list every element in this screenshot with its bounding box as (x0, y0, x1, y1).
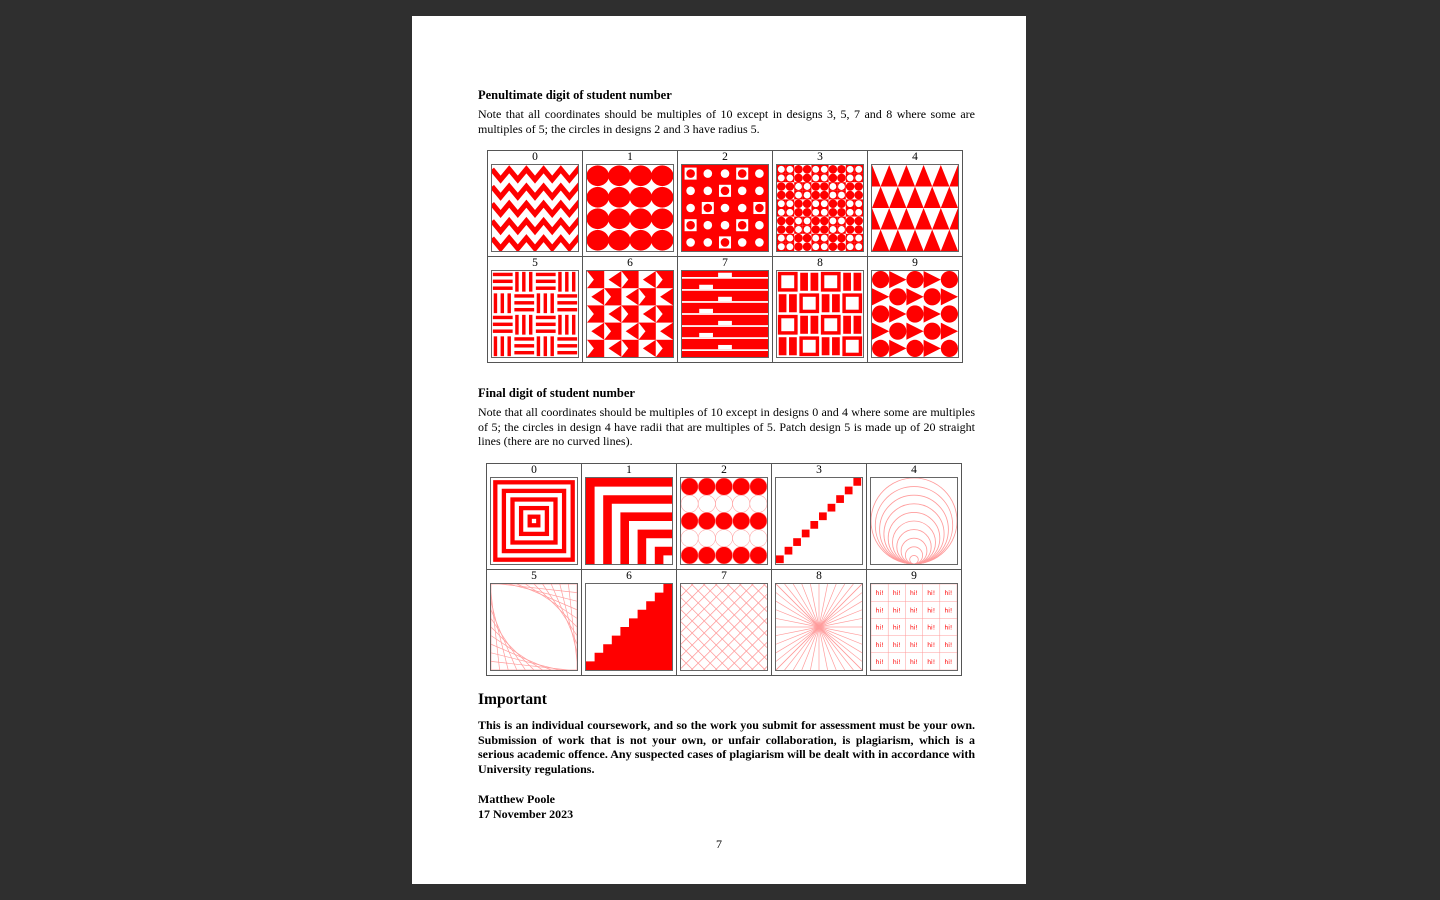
design-label: 8 (817, 257, 823, 269)
design-label: 1 (626, 464, 632, 476)
design-cell (773, 257, 868, 363)
svg-text:hi!: hi! (927, 624, 936, 632)
svg-text:hi!: hi! (910, 624, 918, 632)
important-text: This is an individual coursework, and so the work you submit for assessment must be your own. Submission of work that is not your own, or unfair collaboration, is plagiarism, which is a serious academic offence. Any suspected cases of plagiarism will be dealt with in accordance with University regulations. (478, 718, 975, 776)
design-label: 8 (816, 570, 822, 582)
svg-text:hi!: hi! (910, 641, 918, 649)
svg-text:hi!: hi! (875, 658, 884, 666)
design-label: 3 (817, 151, 823, 163)
section-note-penultimate: Note that all coordinates should be multiples of 10 except in designs 3, 5, 7 and 8 where some are multiples of 5; the circles in designs 2 and 3 have radius 5. (478, 107, 975, 136)
design-cell (868, 257, 963, 363)
nested-circles-icon (870, 477, 958, 565)
design-cell (678, 151, 773, 257)
document-page (412, 16, 1026, 884)
design-grid-final (486, 463, 962, 676)
section-heading-final: Final digit of student number (478, 386, 635, 400)
design-cell (867, 464, 962, 570)
design-cell (677, 570, 772, 676)
svg-text:hi!: hi! (944, 590, 953, 598)
design-label: 0 (532, 151, 538, 163)
svg-text:hi!: hi! (892, 658, 901, 666)
section-note-final: Note that all coordinates should be multiples of 10 except in designs 0 and 4 where some are multiples of 5; the circles in design 4 have radii that are multiples of 5. Patch design 5 is made up of 20 straight lines (there are no curved lines). (478, 405, 975, 449)
design-cell (772, 464, 867, 570)
diagonal-steps-icon (775, 477, 863, 565)
svg-text:hi!: hi! (927, 607, 936, 615)
document-date: 17 November 2023 (478, 807, 574, 821)
zigzag-icon (491, 164, 579, 252)
design-cell (773, 151, 868, 257)
design-cell (488, 257, 583, 363)
design-cell (678, 257, 773, 363)
svg-text:hi!: hi! (875, 607, 884, 615)
svg-text:hi!: hi! (910, 658, 918, 666)
design-label: 5 (532, 257, 538, 269)
design-label: 7 (722, 257, 728, 269)
design-label: 9 (911, 570, 917, 582)
checker-circles-icon (776, 164, 864, 252)
design-cell (583, 257, 678, 363)
design-label: 1 (627, 151, 633, 163)
design-cell (583, 151, 678, 257)
ellipses-icon (586, 164, 674, 252)
design-cell (582, 570, 677, 676)
svg-text:hi!: hi! (944, 607, 953, 615)
svg-text:hi!: hi! (892, 590, 901, 598)
design-cell (488, 151, 583, 257)
design-label: 3 (816, 464, 822, 476)
design-label: 6 (626, 570, 632, 582)
circles-triangles-icon (871, 270, 959, 358)
page-number: 7 (716, 837, 722, 851)
design-cell (487, 570, 582, 676)
corner-stripes-icon (585, 477, 673, 565)
design-grid-penultimate (487, 150, 963, 363)
svg-text:hi!: hi! (944, 658, 953, 666)
staircase-icon (585, 583, 673, 671)
svg-text:hi!: hi! (927, 658, 936, 666)
design-label: 2 (721, 464, 727, 476)
circles-squares-icon (681, 164, 769, 252)
svg-text:hi!: hi! (927, 641, 936, 649)
design-label: 2 (722, 151, 728, 163)
svg-text:hi!: hi! (892, 624, 901, 632)
hi-grid-icon (870, 583, 958, 671)
square-frames-icon (776, 270, 864, 358)
design-label: 6 (627, 257, 633, 269)
basketweave-icon (491, 270, 579, 358)
design-cell (677, 464, 772, 570)
design-cell (487, 464, 582, 570)
svg-text:hi!: hi! (944, 641, 953, 649)
design-label: 4 (912, 151, 918, 163)
svg-text:hi!: hi! (927, 590, 936, 598)
important-heading: Important (478, 691, 547, 708)
svg-text:hi!: hi! (875, 641, 884, 649)
circle-rows-icon (680, 477, 768, 565)
svg-text:hi!: hi! (892, 641, 901, 649)
bricks-icon (681, 270, 769, 358)
section-heading-penultimate: Penultimate digit of student number (478, 88, 672, 102)
svg-text:hi!: hi! (875, 624, 884, 632)
design-cell (582, 464, 677, 570)
design-cell (868, 151, 963, 257)
svg-text:hi!: hi! (910, 607, 918, 615)
svg-text:hi!: hi! (944, 624, 953, 632)
arrows-icon (586, 270, 674, 358)
design-cell (772, 570, 867, 676)
line-curves-icon (490, 583, 578, 671)
triangles-icon (871, 164, 959, 252)
concentric-squares-icon (490, 477, 578, 565)
author-name: Matthew Poole (478, 792, 555, 806)
design-label: 5 (531, 570, 537, 582)
lattice-icon (680, 583, 768, 671)
design-label: 0 (531, 464, 537, 476)
svg-text:hi!: hi! (910, 590, 918, 598)
design-label: 4 (911, 464, 917, 476)
design-label: 7 (721, 570, 727, 582)
svg-text:hi!: hi! (892, 607, 901, 615)
design-label: 9 (912, 257, 918, 269)
design-cell (867, 570, 962, 676)
starburst-icon (775, 583, 863, 671)
svg-text:hi!: hi! (875, 590, 884, 598)
